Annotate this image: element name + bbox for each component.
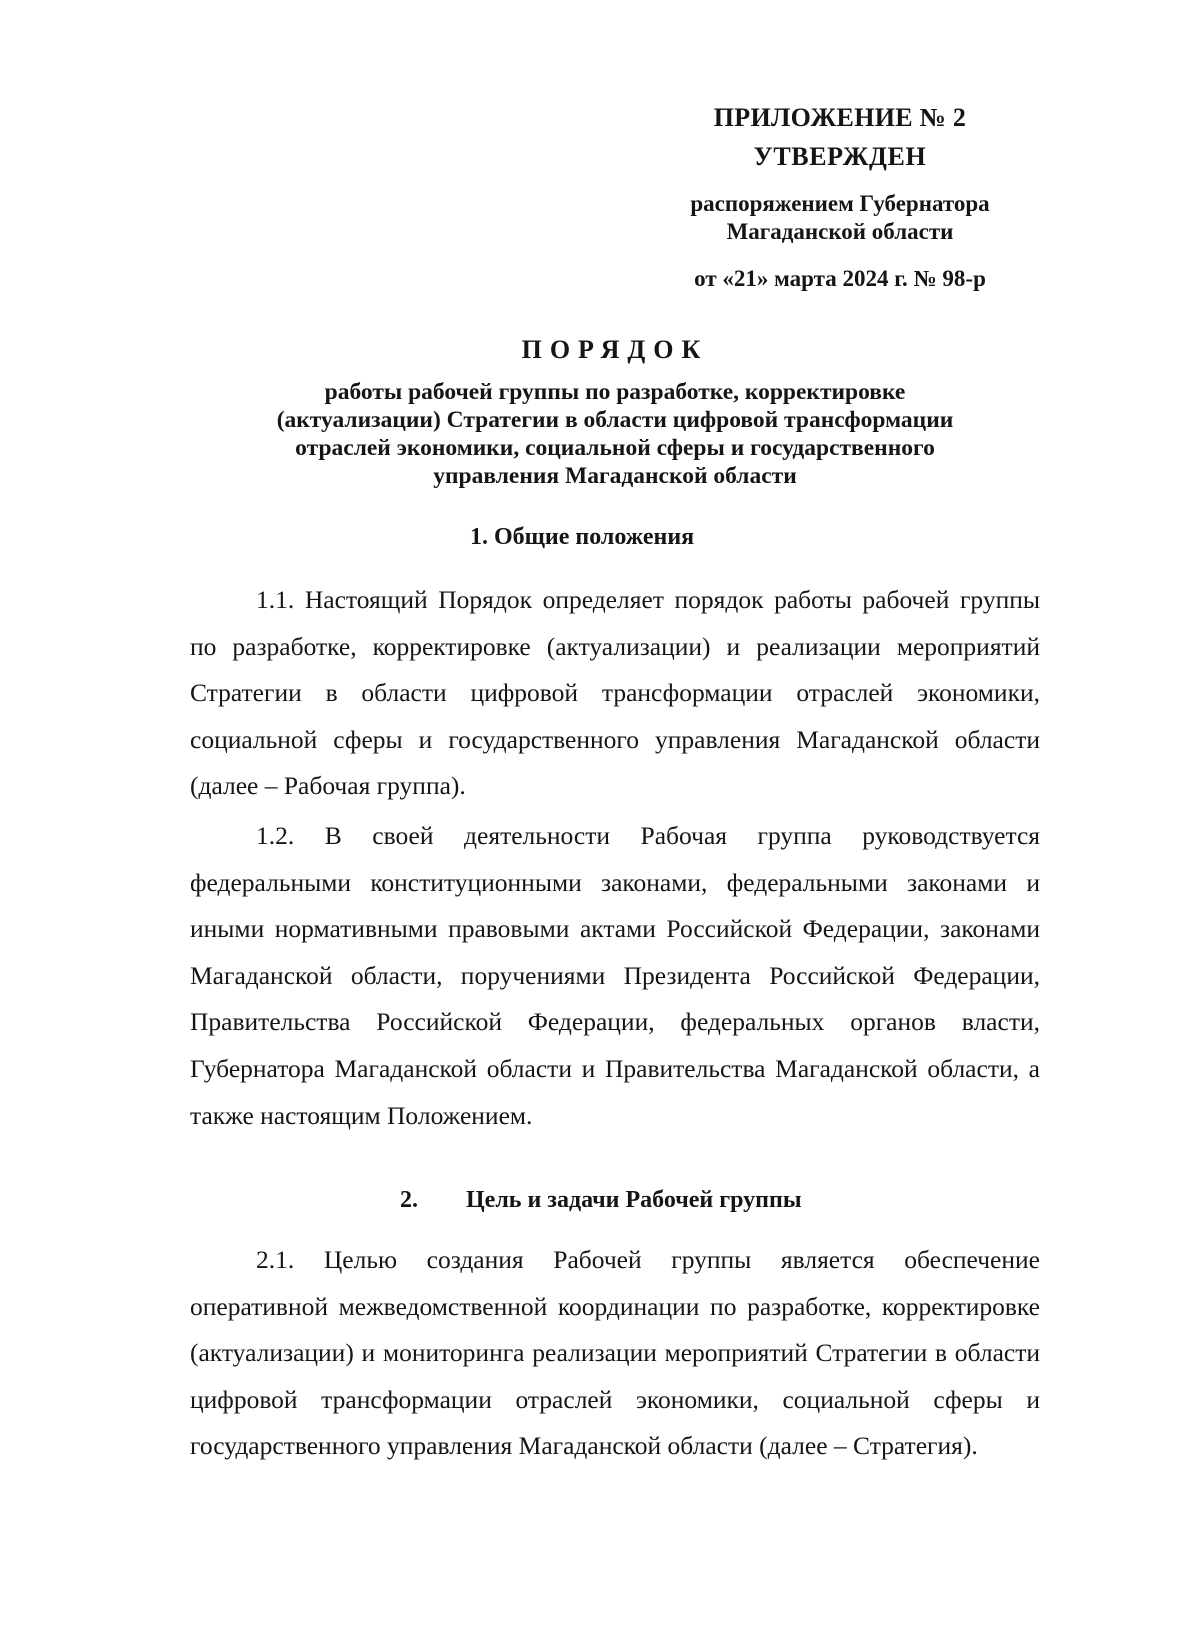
approving-authority-line-2: Магаданской области	[726, 219, 954, 244]
document-subtitle	[195, 378, 1035, 490]
approved-label: УТВЕРЖДЕН	[753, 142, 927, 171]
appendix-number: ПРИЛОЖЕНИЕ № 2	[713, 103, 967, 132]
section-2-number: 2.	[400, 1187, 418, 1213]
section-2-heading	[400, 1185, 802, 1215]
subtitle-line-4: управления Магаданской области	[433, 463, 797, 489]
document-title: ПОРЯДОК	[521, 335, 709, 364]
section-1-heading: 1. Общие положения	[470, 524, 695, 550]
subtitle-line-3: отраслей экономики, социальной сферы и государственного	[295, 435, 935, 461]
subtitle-line-1: работы рабочей группы по разработке, корректировке	[324, 379, 906, 405]
approving-authority-line-1: распоряжением Губернатора	[690, 191, 990, 216]
paragraph-2-1: 2.1. Целью создания Рабочей группы является обеспечение оперативной межведомственной координации по разработке, корректировке (актуализации) и мониторинга реализации мероприятий Стратегии в области цифровой трансформации отраслей экономики, социальной сферы и государственного управления Магаданской области (далее – Стратегия).	[190, 1245, 1040, 1461]
approval-block	[640, 98, 1040, 294]
approving-authority	[640, 190, 1040, 246]
subtitle-line-2: (актуализации) Стратегии в области цифровой трансформации	[276, 407, 954, 433]
paragraph-1-2: 1.2. В своей деятельности Рабочая группа руководствуется федеральными конституционными законами, федеральными законами и иными нормативными правовыми актами Российской Федерации, законами Магаданской области, поручениями Президента Российской Федерации, Правительства Российской Федерации, федеральных органов власти, Губернатора Магаданской области и Правительства Магаданской области, а также настоящим Положением.	[190, 821, 1040, 1130]
paragraph-1-1: 1.1. Настоящий Порядок определяет порядок работы рабочей группы по разработке, корректировке (актуализации) и реализации мероприятий Стратегии в области цифровой трансформации отраслей экономики, социальной сферы и государственного управления Магаданской области (далее – Рабочая группа).	[190, 585, 1040, 801]
order-date-number: от «21» марта 2024 г. № 98-р	[694, 266, 986, 291]
section-2-title: Цель и задачи Рабочей группы	[466, 1187, 802, 1213]
